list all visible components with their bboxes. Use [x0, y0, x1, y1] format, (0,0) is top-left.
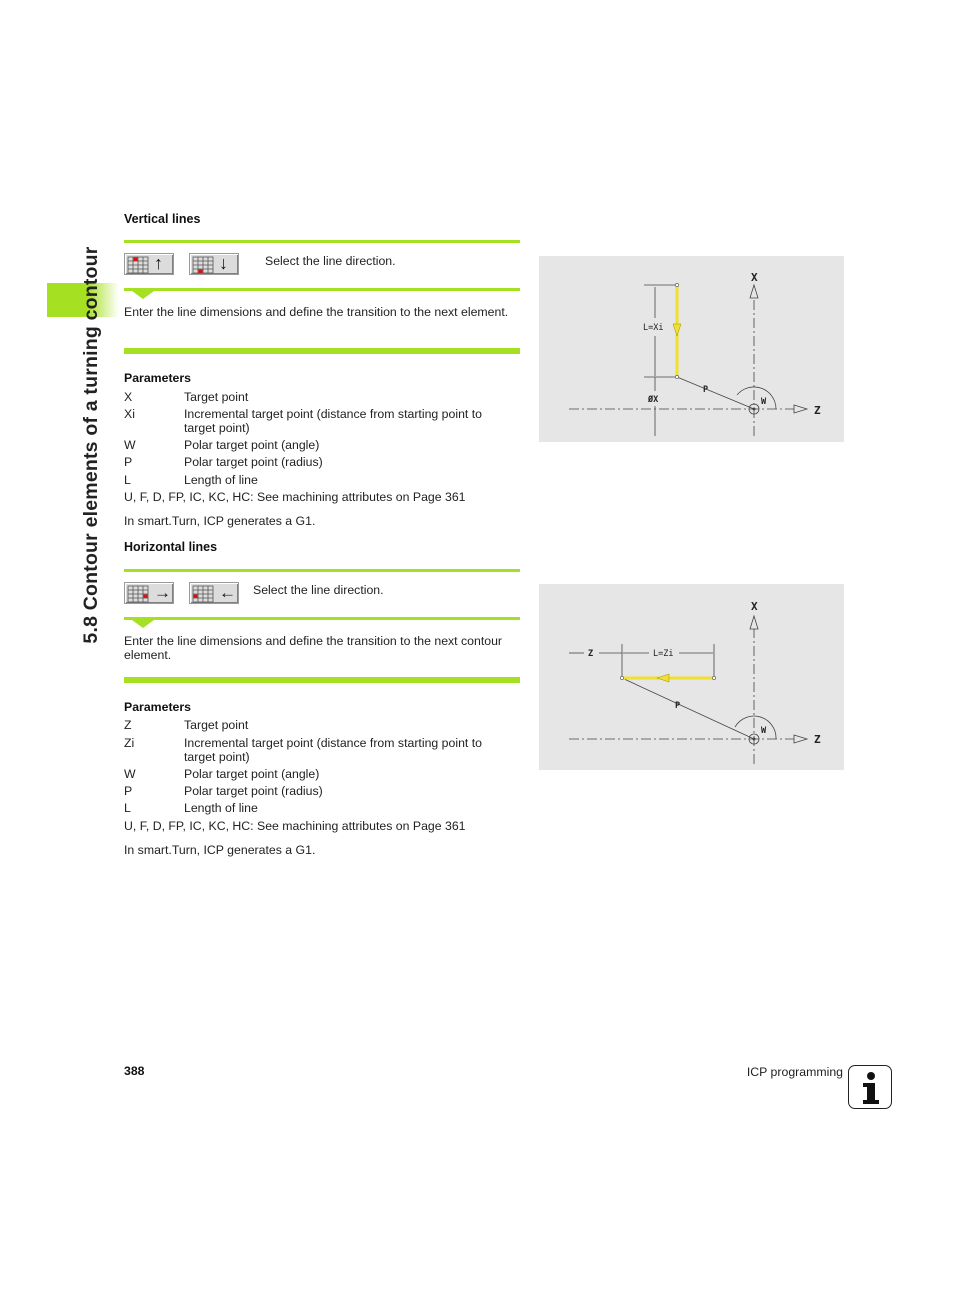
- softkey-line-up[interactable]: [124, 253, 174, 275]
- z-target-label: Z: [588, 649, 594, 659]
- g-code-note: In smart.Turn, ICP generates a G1.: [124, 843, 316, 857]
- arrow-down-icon: ↓: [219, 253, 228, 273]
- select-direction-text: Select the line direction.: [253, 583, 384, 597]
- softkey-line-right[interactable]: [124, 582, 174, 604]
- param-desc: Polar target point (angle): [184, 438, 320, 452]
- diameter-label: ØX: [648, 395, 659, 405]
- param-key: Xi: [124, 407, 135, 421]
- param-desc: Polar target point (radius): [184, 455, 323, 469]
- section-heading-vertical-lines: Vertical lines: [124, 212, 201, 226]
- section-heading-horizontal-lines: Horizontal lines: [124, 540, 218, 554]
- param-key: Zi: [124, 736, 135, 750]
- param-key: P: [124, 784, 133, 798]
- arrow-up-icon: ↑: [154, 253, 163, 273]
- divider: [124, 348, 520, 354]
- divider: [124, 677, 520, 683]
- parameters-heading: Parameters: [124, 700, 191, 714]
- section-name: ICP programming: [746, 1065, 843, 1079]
- page-number: 388: [124, 1064, 145, 1078]
- grid-icon: [190, 254, 240, 276]
- chapter-title: 5.8 Contour elements of a turning contour: [80, 246, 102, 644]
- horizontal-line-diagram: [539, 584, 844, 770]
- arrow-left-icon: ←: [219, 583, 236, 602]
- step-pointer: [132, 620, 154, 628]
- param-key: W: [124, 438, 136, 452]
- divider: [124, 288, 520, 291]
- param-desc: Length of line: [184, 473, 258, 487]
- param-key: L: [124, 801, 131, 815]
- param-desc: Target point: [184, 718, 249, 732]
- parameters-heading: Parameters: [124, 371, 191, 385]
- length-label: L=Xi: [643, 323, 664, 333]
- x-axis-label: X: [751, 271, 758, 284]
- param-desc: Polar target point (angle): [184, 767, 320, 781]
- param-key: W: [124, 767, 136, 781]
- param-desc: Incremental target point (distance from starting point to target point): [184, 407, 483, 436]
- param-desc: Target point: [184, 390, 249, 404]
- polar-radius-label: P: [675, 701, 681, 711]
- select-direction-text: Select the line direction.: [265, 254, 396, 268]
- grid-icon: [125, 254, 175, 276]
- g-code-note: In smart.Turn, ICP generates a G1.: [124, 514, 316, 528]
- angle-label: W: [761, 726, 767, 736]
- softkey-line-left[interactable]: [189, 582, 239, 604]
- softkey-line-down[interactable]: [189, 253, 239, 275]
- param-key: Z: [124, 718, 132, 732]
- param-key: X: [124, 390, 133, 404]
- param-desc: Polar target point (radius): [184, 784, 323, 798]
- vertical-line-diagram: [539, 256, 844, 442]
- enter-dimensions-text: Enter the line dimensions and define the transition to the next element.: [124, 305, 509, 319]
- info-icon: [848, 1065, 892, 1109]
- z-axis-label: Z: [814, 404, 821, 417]
- divider: [124, 617, 520, 620]
- x-axis-label: X: [751, 600, 758, 613]
- machining-attributes-note: U, F, D, FP, IC, KC, HC: See machining attributes on Page 361: [124, 819, 466, 833]
- enter-dimensions-text: Enter the line dimensions and define the transition to the next contour element.: [124, 634, 503, 663]
- angle-label: W: [761, 397, 767, 407]
- divider: [124, 240, 520, 243]
- arrow-right-icon: →: [154, 583, 171, 602]
- param-key: L: [124, 473, 131, 487]
- z-axis-label: Z: [814, 733, 821, 746]
- param-desc: Length of line: [184, 801, 258, 815]
- param-key: P: [124, 455, 133, 469]
- divider: [124, 569, 520, 572]
- polar-radius-label: P: [703, 385, 709, 395]
- machining-attributes-note: U, F, D, FP, IC, KC, HC: See machining attributes on Page 361: [124, 490, 466, 504]
- length-label: L=Zi: [653, 649, 674, 659]
- step-pointer: [132, 291, 154, 299]
- param-desc: Incremental target point (distance from starting point to target point): [184, 736, 483, 765]
